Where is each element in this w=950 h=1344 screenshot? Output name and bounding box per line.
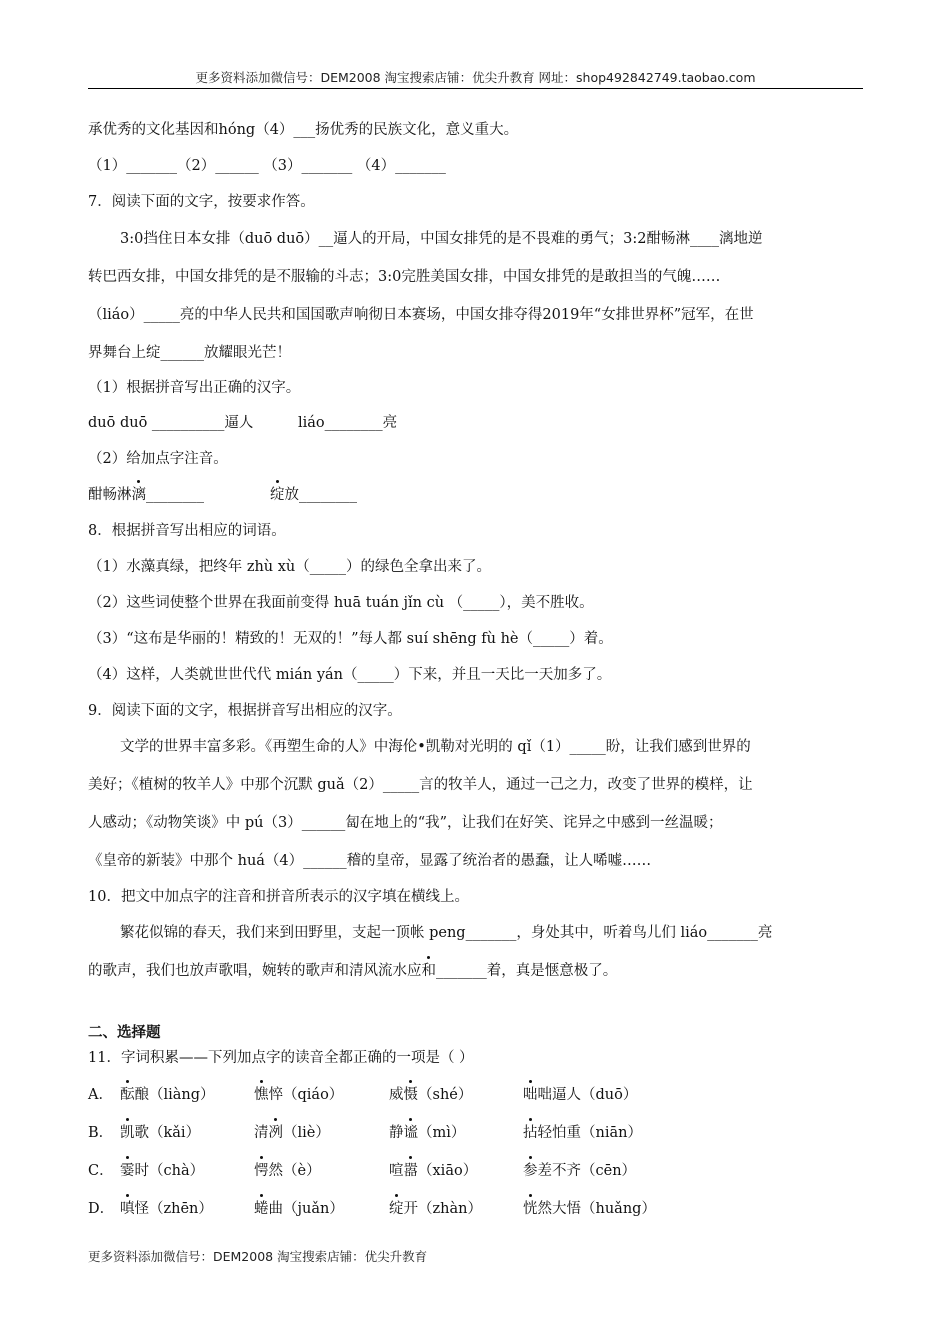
q9-title: 9．阅读下面的文字，根据拼音写出相应的汉字。 (88, 703, 402, 719)
q11-word-post: 时（chà） (134, 1163, 205, 1179)
q7-sub1-liao: liáo________亮 (298, 415, 398, 431)
q11-option-word (254, 1083, 343, 1104)
q11-word-post: 然（è） (268, 1163, 321, 1179)
q11-word-dot: 凯 (120, 1121, 135, 1142)
q11-word-dot: 嗔 (120, 1197, 135, 1218)
q11-option-label[interactable]: B． (88, 1125, 114, 1141)
q11-option-label[interactable]: D． (88, 1201, 115, 1217)
q11-title: 11．字词积累——下列加点字的读音全都正确的一项是（ ） (88, 1050, 474, 1066)
q11-option-word (523, 1121, 642, 1142)
q11-word-post: 曲（juǎn） (268, 1201, 344, 1217)
q11-option-word (120, 1159, 204, 1180)
section-title: 二、选择题 (88, 1025, 161, 1041)
q10-line2-pre: 的歌声，我们也放声歌唱，婉转的歌声和清风流水应 (88, 963, 422, 979)
q11-word-post: 咄逼人（duō） (537, 1087, 638, 1103)
q7-passage-line-1: 3:0挡住日本女排（duō duō）__逼人的开局，中国女排凭的是不畏难的勇气；3:2酣畅淋____漓地逆 (120, 231, 763, 247)
q10-title: 10．把文中加点字的注音和拼音所表示的汉字填在横线上。 (88, 889, 469, 905)
q7-sub2-a-blank: ________ (146, 487, 204, 503)
q10-line2-post: _______着，真是惬意极了。 (436, 963, 618, 979)
q11-word-dot: 拈 (523, 1121, 538, 1142)
q11-option-word (389, 1197, 482, 1218)
page-footer: 更多资料添加微信号：DEM2008 淘宝搜索店铺：优尖升教育 (88, 1249, 428, 1264)
q7-sub2-b (270, 483, 357, 504)
q7-sub2-a-pre: 酣畅淋 (88, 487, 132, 503)
q11-word-dot: 嚣 (404, 1159, 419, 1180)
q11-option-word (523, 1083, 637, 1104)
q6-text-line: 承优秀的文化基因和hóng（4）___扬优秀的民族文化，意义重大。 (88, 122, 519, 138)
q11-word-post: 怪（zhēn） (134, 1201, 213, 1217)
q11-option-label[interactable]: C． (88, 1163, 114, 1179)
q11-word-post: 酿（liàng） (134, 1087, 215, 1103)
q11-option-word (389, 1121, 465, 1142)
q11-word-dot: 冽 (269, 1121, 284, 1142)
q11-word-dot: 恍 (523, 1197, 538, 1218)
q11-word-pre: 静 (389, 1125, 404, 1141)
q7-passage-line-4: 界舞台上绽______放耀眼光芒！ (88, 345, 291, 361)
q11-word-dot: 憔 (254, 1083, 269, 1104)
q11-word-post: （shé） (418, 1087, 473, 1103)
q11-word-post: （mì） (418, 1125, 466, 1141)
q10-passage-line-2 (88, 959, 617, 980)
q11-word-post: 然大悟（huǎng） (537, 1201, 656, 1217)
q11-word-pre: 喧 (389, 1163, 404, 1179)
q6-answer-blanks: （1）_______（2）______ （3）_______ （4）_______ (88, 158, 446, 174)
q7-sub1-duoduo: duō duō __________逼人 (88, 415, 254, 431)
q8-item-1: （1）水藻真绿，把终年 zhù xù（_____）的绿色全拿出来了。 (88, 559, 492, 575)
q7-sub2-a (88, 483, 204, 504)
q11-word-dot: 酝 (120, 1083, 135, 1104)
q11-word-post: 差不齐（cēn） (537, 1163, 637, 1179)
q11-word-post: 悴（qiáo） (268, 1087, 344, 1103)
page-header: 更多资料添加微信号：DEM2008 淘宝搜索店铺：优尖升教育 网址：shop492842749.taobao.com (88, 68, 863, 89)
q11-option-label[interactable]: A． (88, 1087, 113, 1103)
q9-passage-line-4: 《皇帝的新装》中那个 huá（4）______稽的皇帝，显露了统治者的愚蠢，让人唏嘘…… (88, 853, 652, 869)
q11-word-dot: 愕 (254, 1159, 269, 1180)
q7-sub2: （2）给加点字注音。 (88, 451, 228, 467)
q11-option-word (120, 1083, 215, 1104)
q11-word-pre: 清 (254, 1125, 269, 1141)
q11-option-word (120, 1197, 213, 1218)
q9-passage-line-3: 人感动；《动物笑谈》中 pú（3）______匐在地上的“我”，让我们在好笑、诧异之中感到一丝温暖； (88, 815, 723, 831)
q11-word-post: 歌（kǎi） (134, 1125, 201, 1141)
q7-sub2-a-dotted-char: 漓 (132, 483, 147, 504)
q8-title: 8．根据拼音写出相应的词语。 (88, 523, 286, 539)
q7-title: 7．阅读下面的文字，按要求作答。 (88, 194, 315, 210)
q8-item-2: （2）这些词使整个世界在我面前变得 huā tuán jǐn cù （_____），美不胜收。 (88, 595, 594, 611)
q8-item-4: （4）这样，人类就世世代代 mián yán（_____）下来，并且一天比一天加多了。 (88, 667, 612, 683)
q11-option-word (389, 1083, 472, 1104)
q9-passage-line-1: 文学的世界丰富多彩。《再塑生命的人》中海伦•凯勒对光明的 qǐ（1）_____盼，让我们感到世界的 (120, 739, 751, 755)
q11-option-word (254, 1159, 321, 1180)
q11-word-dot: 蜷 (254, 1197, 269, 1218)
q11-word-pre: 威 (389, 1087, 404, 1103)
q7-sub1: （1）根据拼音写出正确的汉字。 (88, 380, 301, 396)
q11-option-word (523, 1197, 656, 1218)
q11-word-dot: 咄 (523, 1083, 538, 1104)
q11-word-post: （xiāo） (418, 1163, 478, 1179)
q11-option-word (389, 1159, 477, 1180)
q7-passage-line-3: （liáo）_____亮的中华人民共和国国歌声响彻日本赛场，中国女排夺得2019年“女排世界杯”冠军，在世 (88, 307, 754, 323)
q8-item-3: （3）“这布是华丽的！精致的！无双的！”每人都 suí shēng fù hè（_____）着。 (88, 631, 613, 647)
q11-word-dot: 慑 (404, 1083, 419, 1104)
q11-word-dot: 参 (523, 1159, 538, 1180)
q11-option-word (120, 1121, 200, 1142)
q11-word-dot: 绽 (389, 1197, 404, 1218)
q11-option-word (254, 1121, 330, 1142)
q11-word-post: （liè） (283, 1125, 330, 1141)
q9-passage-line-2: 美好；《植树的牧羊人》中那个沉默 guǎ（2）_____言的牧羊人，通过一己之力，改变了世界的模样，让 (88, 777, 753, 793)
q11-word-post: 开（zhàn） (403, 1201, 482, 1217)
q11-option-word (254, 1197, 344, 1218)
q7-sub2-b-blank: 放________ (284, 487, 357, 503)
q7-passage-line-2: 转巴西女排，中国女排凭的是不服输的斗志；3:0完胜美国女排，中国女排凭的是敢担当的气魄…… (88, 269, 721, 285)
q11-word-dot: 谧 (404, 1121, 419, 1142)
q11-option-word (523, 1159, 636, 1180)
q10-dotted-char: 和 (422, 959, 437, 980)
q7-sub2-b-dotted-char: 绽 (270, 483, 285, 504)
q11-word-post: 轻怕重（niān） (537, 1125, 642, 1141)
q10-passage-line-1: 繁花似锦的春天，我们来到田野里，支起一顶帐 peng_______，身处其中，听着鸟儿们 liáo_______亮 (120, 925, 773, 941)
q11-word-dot: 霎 (120, 1159, 135, 1180)
